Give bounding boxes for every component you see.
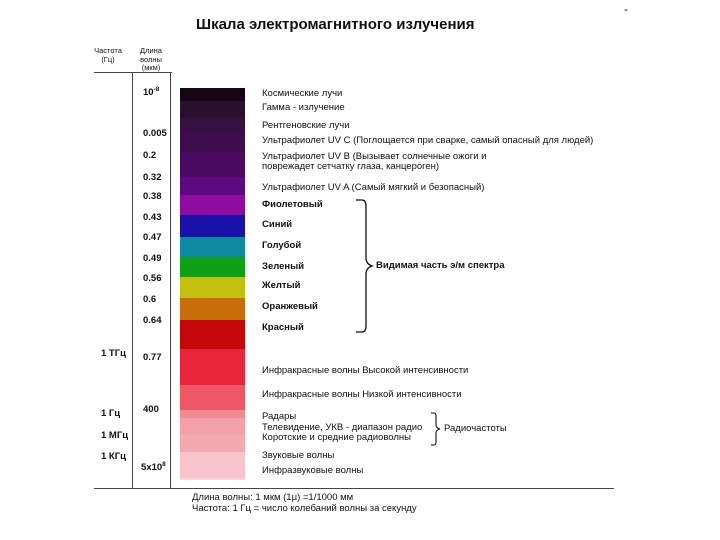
frequency-label: 1 Гц [101,408,121,419]
spectrum-band [180,118,245,131]
frequency-label: 1 КГц [101,451,126,462]
band-label: Ультрафиолет UV C (Поглощается при сварке, самый опасный для людей) [262,135,594,146]
band-label: Зеленый [262,261,305,272]
band-label: Инфракрасные волны Низкой интенсивности [262,389,462,400]
wavelength-value: 0.47 [143,232,162,243]
radio-brace-path [431,413,440,445]
band-label: Инфразвуковые волны [262,465,364,476]
wavelength-value: 0.005 [143,128,167,139]
spectrum-band [180,385,245,410]
band-label: Рентгеновские лучи [262,120,350,131]
wavelength-value: 0.38 [143,191,162,202]
footnote-wavelength: Длина волны: 1 мкм (1μ) =1/1000 мм [192,492,354,503]
spectrum-band [180,418,245,434]
corner-mark: - [624,2,628,16]
wavelength-header: Длина волны (мкм) [140,46,162,72]
band-label: Космические лучи [262,88,343,99]
wavelength-bottom-base: 5x10 [141,462,163,474]
bottom-rule [94,488,614,489]
wavelength-value: 0.49 [143,253,162,264]
wavelength-value: 0.32 [143,172,162,183]
band-label: Фиолетовый [262,199,323,210]
spectrum-band [180,434,245,452]
spectrum-band [180,320,245,349]
spectrum-band [180,131,245,152]
band-label: Коротские и средние радиоволны [262,432,411,443]
wavelength-value: 0.64 [143,315,162,326]
frequency-label: 1 МГц [101,430,129,441]
band-label: Инфракрасные волны Высокой интенсивности [262,365,469,376]
spectrum-band [180,195,245,215]
band-label: Радары [262,411,297,422]
wavelength-bottom-exp: 8 [162,461,166,468]
wavelength-value: 0.43 [143,212,162,223]
wavelength-bottom [141,461,166,473]
band-label: Желтый [262,280,301,291]
spectrum-band [180,257,245,277]
band-label: Ультрафиолет UV B (Вызывает солнечные ожоги и поврежадет сетчатку глаза, канцероген) [262,151,487,172]
spectrum-band [180,349,245,385]
diagram-title: Шкала электромагнитного излучения [196,16,475,33]
band-label: Синий [262,219,293,230]
spectrum-band [180,101,245,118]
wavelength-top [143,86,159,98]
wavelength-value: 0.77 [143,352,162,363]
wavelength-value: 0.56 [143,273,162,284]
frequency-label: 1 ТГц [101,348,126,359]
radio-frequencies-label: Радиочастоты [444,423,507,434]
spectrum-band [180,452,245,478]
band-label: Голубой [262,240,302,251]
spectrum-band [180,215,245,237]
wavelength-top-base: 10 [143,87,154,99]
spectrum-band [180,152,245,177]
band-label: Красный [262,322,304,333]
header-rule [94,72,172,73]
band-label: Оранжевый [262,301,318,312]
band-label: Звуковые волны [262,450,335,461]
band-label: Гамма - излучение [262,102,345,113]
wavelength-value: 0.2 [143,150,157,161]
column-divider-right [170,72,171,488]
spectrum-band [180,237,245,257]
band-label: Ультрафиолет UV A (Самый мягкий и безопасный) [262,182,485,193]
band-label: Телевидение, УКВ - диапазон радио [262,422,423,433]
spectrum-band [180,277,245,298]
frequency-header: Частота (Гц) [94,46,122,64]
spectrum-band [180,410,245,418]
visible-spectrum-label: Видимая часть э/м спектра [376,260,505,271]
column-divider-left [132,72,133,488]
visible-brace-path [356,200,372,332]
spectrum-band [180,478,245,480]
spectrum-band [180,177,245,195]
spectrum-band [180,298,245,320]
footnote-frequency: Частота: 1 Гц = число колебаний волны за секунду [192,503,417,514]
spectrum-band [180,88,245,101]
wavelength-value: 0.6 [143,294,157,305]
wavelength-value: 400 [143,404,159,415]
wavelength-top-exp: -8 [153,86,160,93]
